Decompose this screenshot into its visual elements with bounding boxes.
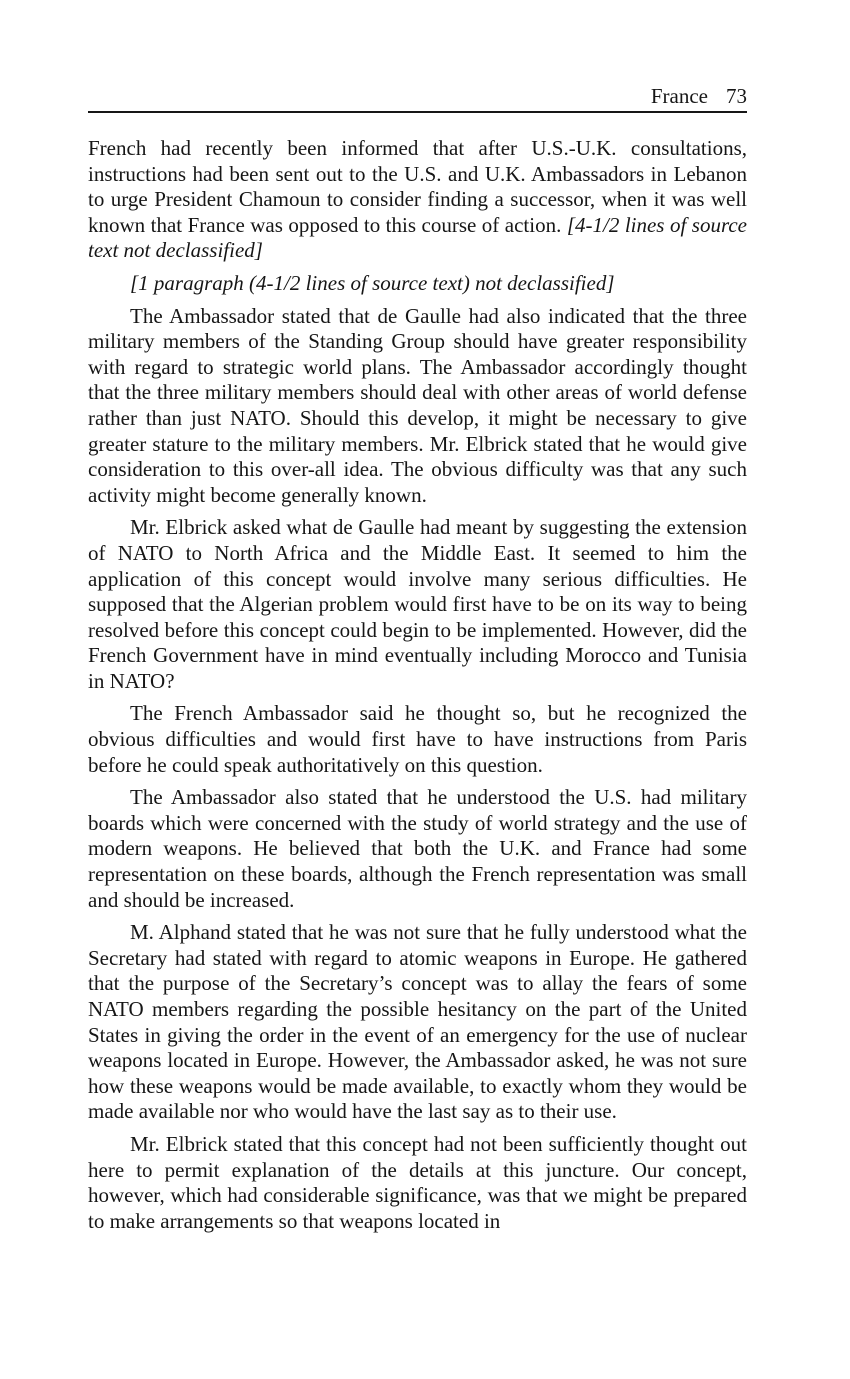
paragraph-8: Mr. Elbrick stated that this concept had not been sufficiently thought out here to permit explanation of the details at this juncture. Our concept, however, which had considerable significance, was that we might be prepared to make arrangements so that weapons located in [88, 1131, 747, 1233]
page-number: 73 [726, 84, 747, 108]
paragraph-3: The Ambassador stated that de Gaulle had also indicated that the three military members of the Standing Group should have greater responsibility with regard to strategic world plans. The Ambassador accordingly thought that the three military members should deal with other areas of world defense rather than just NATO. Should this develop, it might be necessary to give greater stature to the military members. Mr. Elbrick stated that he would give consideration to this over-all idea. The obvious difficulty was that any such activity might become generally known. [88, 303, 747, 507]
paragraph-7: M. Alphand stated that he was not sure that he fully understood what the Secretary had stated with regard to atomic weapons in Europe. He gathered that the purpose of the Secretary’s concept was to allay the fears of some NATO members regarding the possible hesitancy on the part of the United States in giving the order in the event of an emergency for the use of nuclear weapons located in Europe. However, the Ambassador asked, he was not sure how these weapons would be made available, to exactly whom they would be made available nor who would have the last say as to their use. [88, 920, 747, 1124]
section-title: France [650, 84, 708, 108]
paragraph-1-text: French had recently been informed that after U.S.-U.K. consultations, instructions had been sent out to the U.S. and U.K. Ambassadors in Lebanon to urge President Chamoun to consider finding a successor, when it was well known that France was opposed to this course of action. [88, 136, 747, 237]
paragraph-4: Mr. Elbrick asked what de Gaulle had meant by suggesting the extension of NATO to North Africa and the Middle East. It seemed to him the application of this concept would involve many serious difficulties. He supposed that the Algerian problem would first have to be on its way to being resolved before this concept could begin to be implemented. However, did the French Government have in mind eventually including Morocco and Tunisia in NATO? [88, 515, 747, 693]
running-head [88, 84, 747, 113]
paragraph-6: The Ambassador also stated that he understood the U.S. had military boards which were concerned with the study of world strategy and the use of modern weapons. He believed that both the U.K. and France had some representation on these boards, although the French representation was small and should be increased. [88, 785, 747, 912]
redaction-note-2: [1 paragraph (4-1/2 lines of source text) not declassified] [130, 270, 615, 295]
paragraph-2 [88, 271, 747, 297]
document-page [88, 84, 747, 1241]
paragraph-5: The French Ambassador said he thought so, but he recognized the obvious difficulties and would first have to have instructions from Paris before he could speak authoritatively on this question. [88, 701, 747, 777]
redaction-note-1: [4-1/2 lines of source text not declassified] [88, 212, 747, 263]
paragraph-1 [88, 136, 747, 264]
